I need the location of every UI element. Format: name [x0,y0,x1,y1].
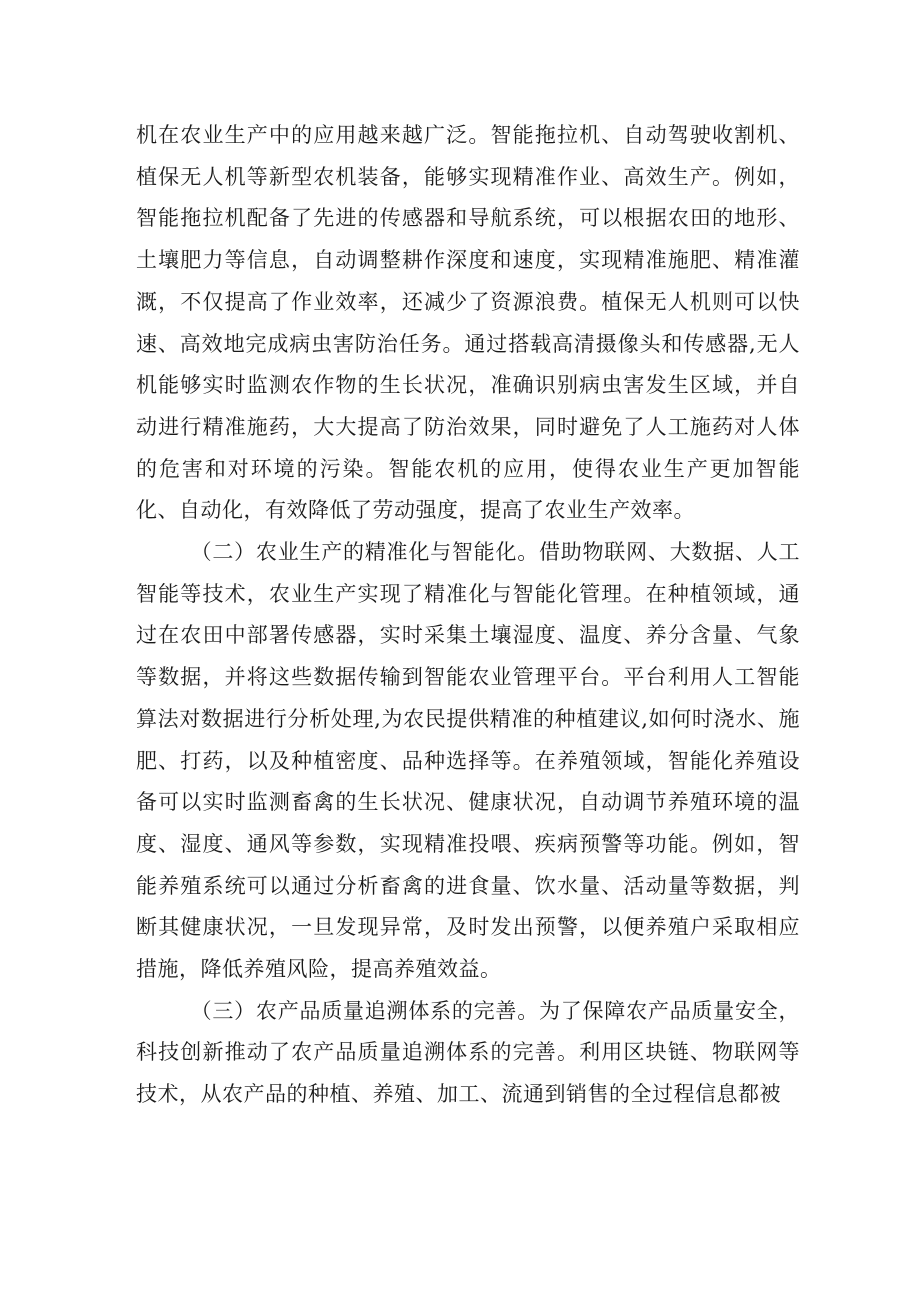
paragraph-continued-agri-machinery: 机在农业生产中的应用越来越广泛。智能拖拉机、自动驾驶收割机、植保无人机等新型农机装备，能够实现精准作业、高效生产。例如，智能拖拉机配备了先进的传感器和导航系统，可以根据农田的地形、土壤肥力等信息，自动调整耕作深度和速度，实现精准施肥、精准灌溉，不仅提高了作业效率，还减少了资源浪费。植保无人机则可以快速、高效地完成病虫害防治任务。通过搭载高清摄像头和传感器,无人机能够实时监测农作物的生长状况，准确识别病虫害发生区域，并自动进行精准施药，大大提高了防治效果，同时避免了人工施药对人体的危害和对环境的污染。智能农机的应用，使得农业生产更加智能化、自动化，有效降低了劳动强度，提高了农业生产效率。 [136,123,800,523]
body-text [136,115,800,1116]
paragraph-traceability-system: （三）农产品质量追溯体系的完善。为了保障农产品质量安全，科技创新推动了农产品质量追溯体系的完善。利用区块链、物联网等技术，从农产品的种植、养殖、加工、流通到销售的全过程信息都被 [136,998,800,1107]
paragraph-precision-agriculture: （二）农业生产的精准化与智能化。借助物联网、大数据、人工智能等技术，农业生产实现了精准化与智能化管理。在种植领域，通过在农田中部署传感器，实时采集土壤湿度、温度、养分含量、气象等数据，并将这些数据传输到智能农业管理平台。平台利用人工智能算法对数据进行分析处理,为农民提供精准的种植建议,如何时浇水、施肥、打药，以及种植密度、品种选择等。在养殖领域，智能化养殖设备可以实时监测畜禽的生长状况、健康状况，自动调节养殖环境的温度、湿度、通风等参数，实现精准投喂、疾病预警等功能。例如，智能养殖系统可以通过分析畜禽的进食量、饮水量、活动量等数据，判断其健康状况，一旦发现异常，及时发出预警，以便养殖户采取相应措施，降低养殖风险，提高养殖效益。 [136,540,800,982]
